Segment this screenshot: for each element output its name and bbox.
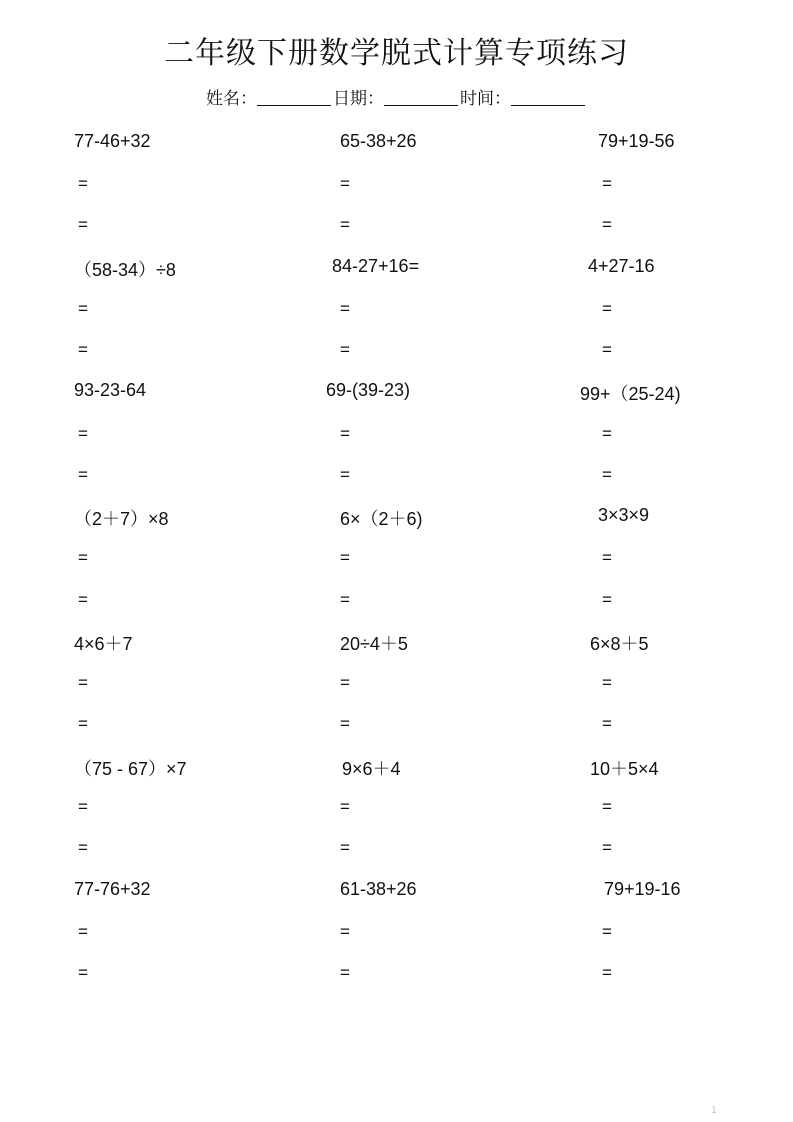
problem: （58-34）÷8	[74, 260, 176, 280]
equals-sign: =	[78, 174, 88, 193]
problem: 6×（2＋6)	[340, 509, 423, 529]
problem: 69-(39-23)	[326, 380, 411, 400]
equals-sign: =	[340, 838, 350, 857]
problem: 79+19-56	[598, 131, 675, 151]
problem: 77-46+32	[74, 131, 151, 151]
equals-sign: =	[602, 340, 612, 359]
equals-sign: =	[78, 838, 88, 857]
problem: 4×6＋7	[74, 634, 133, 654]
problem: 84-27+16=	[332, 256, 420, 276]
problem: （75 - 67）×7	[74, 759, 187, 779]
date-blank[interactable]	[384, 89, 458, 106]
equals-sign: =	[602, 673, 612, 692]
date-label: 日期：	[333, 89, 384, 109]
problem: （2＋7）×8	[74, 509, 169, 529]
page-title: 二年级下册数学脱式计算专项练习	[164, 36, 629, 71]
problem: 65-38+26	[340, 131, 417, 151]
equals-sign: =	[78, 465, 88, 484]
problem: 93-23-64	[74, 380, 147, 400]
equals-sign: =	[340, 174, 350, 193]
equals-sign: =	[340, 299, 350, 318]
problem: 3×3×9	[598, 505, 650, 525]
equals-sign: =	[340, 465, 350, 484]
equals-sign: =	[340, 922, 350, 941]
name-label: 姓名：	[206, 89, 257, 109]
name-blank[interactable]	[257, 89, 331, 106]
problem: 9×6＋4	[342, 759, 401, 779]
equals-sign: =	[602, 838, 612, 857]
equals-sign: =	[340, 673, 350, 692]
equals-sign: =	[340, 714, 350, 733]
equals-sign: =	[602, 714, 612, 733]
problem: 4+27-16	[588, 256, 655, 276]
equals-sign: =	[602, 963, 612, 982]
problem: 6×8＋5	[590, 634, 649, 654]
equals-sign: =	[602, 548, 612, 567]
equals-sign: =	[78, 215, 88, 234]
equals-sign: =	[78, 714, 88, 733]
problem: 10＋5×4	[590, 759, 659, 779]
equals-sign: =	[602, 215, 612, 234]
problem: 79+19-16	[604, 879, 681, 899]
equals-sign: =	[78, 590, 88, 609]
equals-sign: =	[602, 299, 612, 318]
equals-sign: =	[602, 922, 612, 941]
time-blank[interactable]	[511, 89, 585, 106]
time-label: 时间：	[460, 89, 511, 109]
equals-sign: =	[78, 424, 88, 443]
equals-sign: =	[340, 340, 350, 359]
student-info-line	[0, 84, 793, 109]
equals-sign: =	[602, 465, 612, 484]
equals-sign: =	[340, 590, 350, 609]
equals-sign: =	[340, 548, 350, 567]
equals-sign: =	[78, 340, 88, 359]
equals-sign: =	[340, 963, 350, 982]
equals-sign: =	[78, 922, 88, 941]
problem: 61-38+26	[340, 879, 417, 899]
equals-sign: =	[78, 548, 88, 567]
problem: 77-76+32	[74, 879, 151, 899]
problem: 20÷4＋5	[340, 634, 408, 654]
equals-sign: =	[602, 174, 612, 193]
equals-sign: =	[602, 590, 612, 609]
equals-sign: =	[78, 797, 88, 816]
equals-sign: =	[602, 424, 612, 443]
equals-sign: =	[78, 673, 88, 692]
equals-sign: =	[78, 299, 88, 318]
equals-sign: =	[340, 797, 350, 816]
equals-sign: =	[602, 797, 612, 816]
equals-sign: =	[78, 963, 88, 982]
problem: 99+（25-24)	[580, 384, 681, 404]
page-number: 1	[711, 1106, 717, 1116]
equals-sign: =	[340, 215, 350, 234]
equals-sign: =	[340, 424, 350, 443]
